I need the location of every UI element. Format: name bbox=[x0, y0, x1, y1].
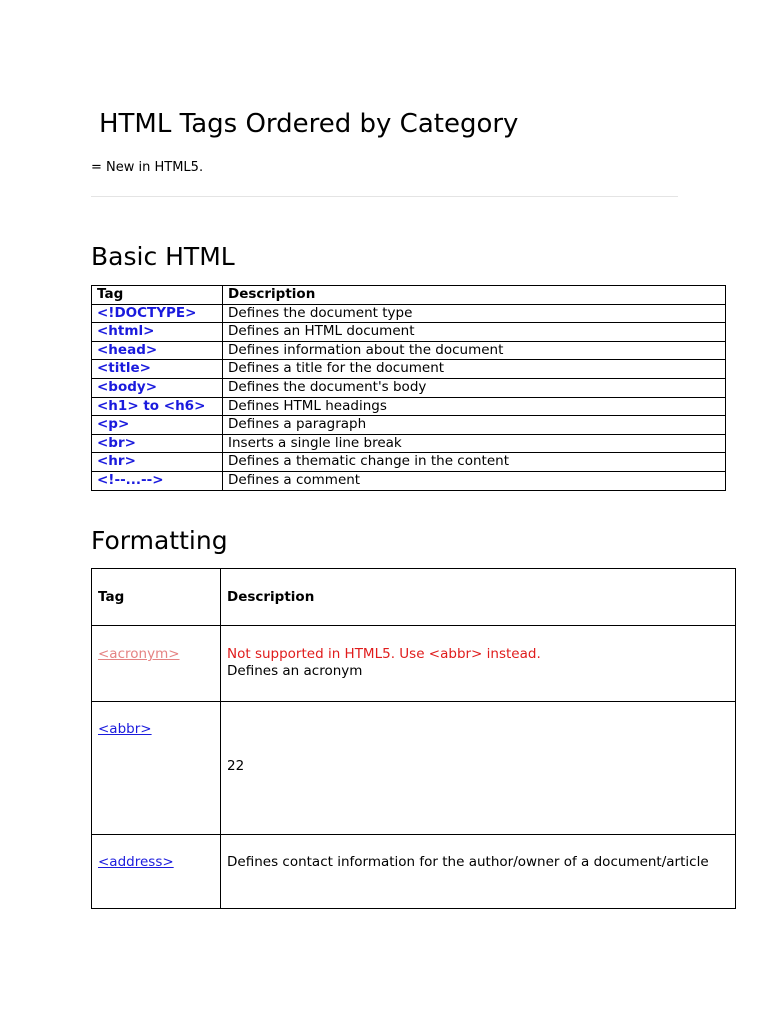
tag-link[interactable]: <html> bbox=[92, 323, 223, 342]
table-header-row bbox=[92, 286, 726, 305]
table-row bbox=[92, 378, 726, 397]
tag-description: Defines a thematic change in the content bbox=[223, 453, 726, 472]
divider bbox=[91, 196, 678, 197]
table-row bbox=[92, 304, 726, 323]
description-cell bbox=[221, 626, 736, 702]
table-row bbox=[92, 341, 726, 360]
tag-link[interactable]: <br> bbox=[92, 434, 223, 453]
tag-link-acronym[interactable]: <acronym> bbox=[98, 646, 180, 662]
table-row bbox=[92, 323, 726, 342]
tag-link[interactable]: <!DOCTYPE> bbox=[92, 304, 223, 323]
table-header-row bbox=[92, 569, 736, 626]
section-title-basic-html: Basic HTML bbox=[91, 242, 235, 271]
column-header-tag: Tag bbox=[92, 569, 221, 626]
tag-link[interactable]: <head> bbox=[92, 341, 223, 360]
tag-description: Defines the document's body bbox=[223, 378, 726, 397]
tag-description: Defines an acronym bbox=[227, 663, 363, 679]
table-row bbox=[92, 453, 726, 472]
description-cell bbox=[221, 835, 736, 909]
html5-note: = New in HTML5. bbox=[91, 160, 204, 175]
tag-description: Defines the document type bbox=[223, 304, 726, 323]
page-title: HTML Tags Ordered by Category bbox=[99, 109, 519, 139]
tag-cell bbox=[92, 835, 221, 909]
column-header-tag: Tag bbox=[92, 286, 223, 305]
table-row bbox=[92, 626, 736, 702]
tag-description: Inserts a single line break bbox=[223, 434, 726, 453]
table-row bbox=[92, 835, 736, 909]
table-row bbox=[92, 397, 726, 416]
tag-cell bbox=[92, 626, 221, 702]
tag-description: Defines an HTML document bbox=[223, 323, 726, 342]
description-cell bbox=[221, 702, 736, 835]
tag-description: Defines a title for the document bbox=[223, 360, 726, 379]
formatting-table bbox=[91, 568, 736, 909]
tag-description: Defines a comment bbox=[223, 471, 726, 490]
tag-link[interactable]: <h1> to <h6> bbox=[92, 397, 223, 416]
tag-description: Defines contact information for the author/owner of a document/article bbox=[227, 854, 709, 870]
tag-description: Defines HTML headings bbox=[223, 397, 726, 416]
tag-link[interactable]: <p> bbox=[92, 416, 223, 435]
tag-link[interactable]: <title> bbox=[92, 360, 223, 379]
table-row bbox=[92, 434, 726, 453]
section-title-formatting: Formatting bbox=[91, 526, 228, 555]
tag-link-address[interactable]: <address> bbox=[98, 854, 174, 870]
tag-link[interactable]: <hr> bbox=[92, 453, 223, 472]
basic-html-table bbox=[91, 285, 726, 491]
column-header-description: Description bbox=[223, 286, 726, 305]
tag-cell bbox=[92, 702, 221, 835]
tag-link[interactable]: <body> bbox=[92, 378, 223, 397]
deprecation-warning: Not supported in HTML5. Use <abbr> instead. bbox=[227, 646, 541, 662]
table-row bbox=[92, 416, 726, 435]
tag-description: 22 bbox=[227, 758, 245, 774]
table-row bbox=[92, 360, 726, 379]
tag-link-abbr[interactable]: <abbr> bbox=[98, 721, 152, 737]
column-header-description: Description bbox=[221, 569, 736, 626]
table-row bbox=[92, 471, 726, 490]
tag-description: Defines a paragraph bbox=[223, 416, 726, 435]
tag-description: Defines information about the document bbox=[223, 341, 726, 360]
table-row bbox=[92, 702, 736, 835]
tag-link[interactable]: <!--...--> bbox=[92, 471, 223, 490]
